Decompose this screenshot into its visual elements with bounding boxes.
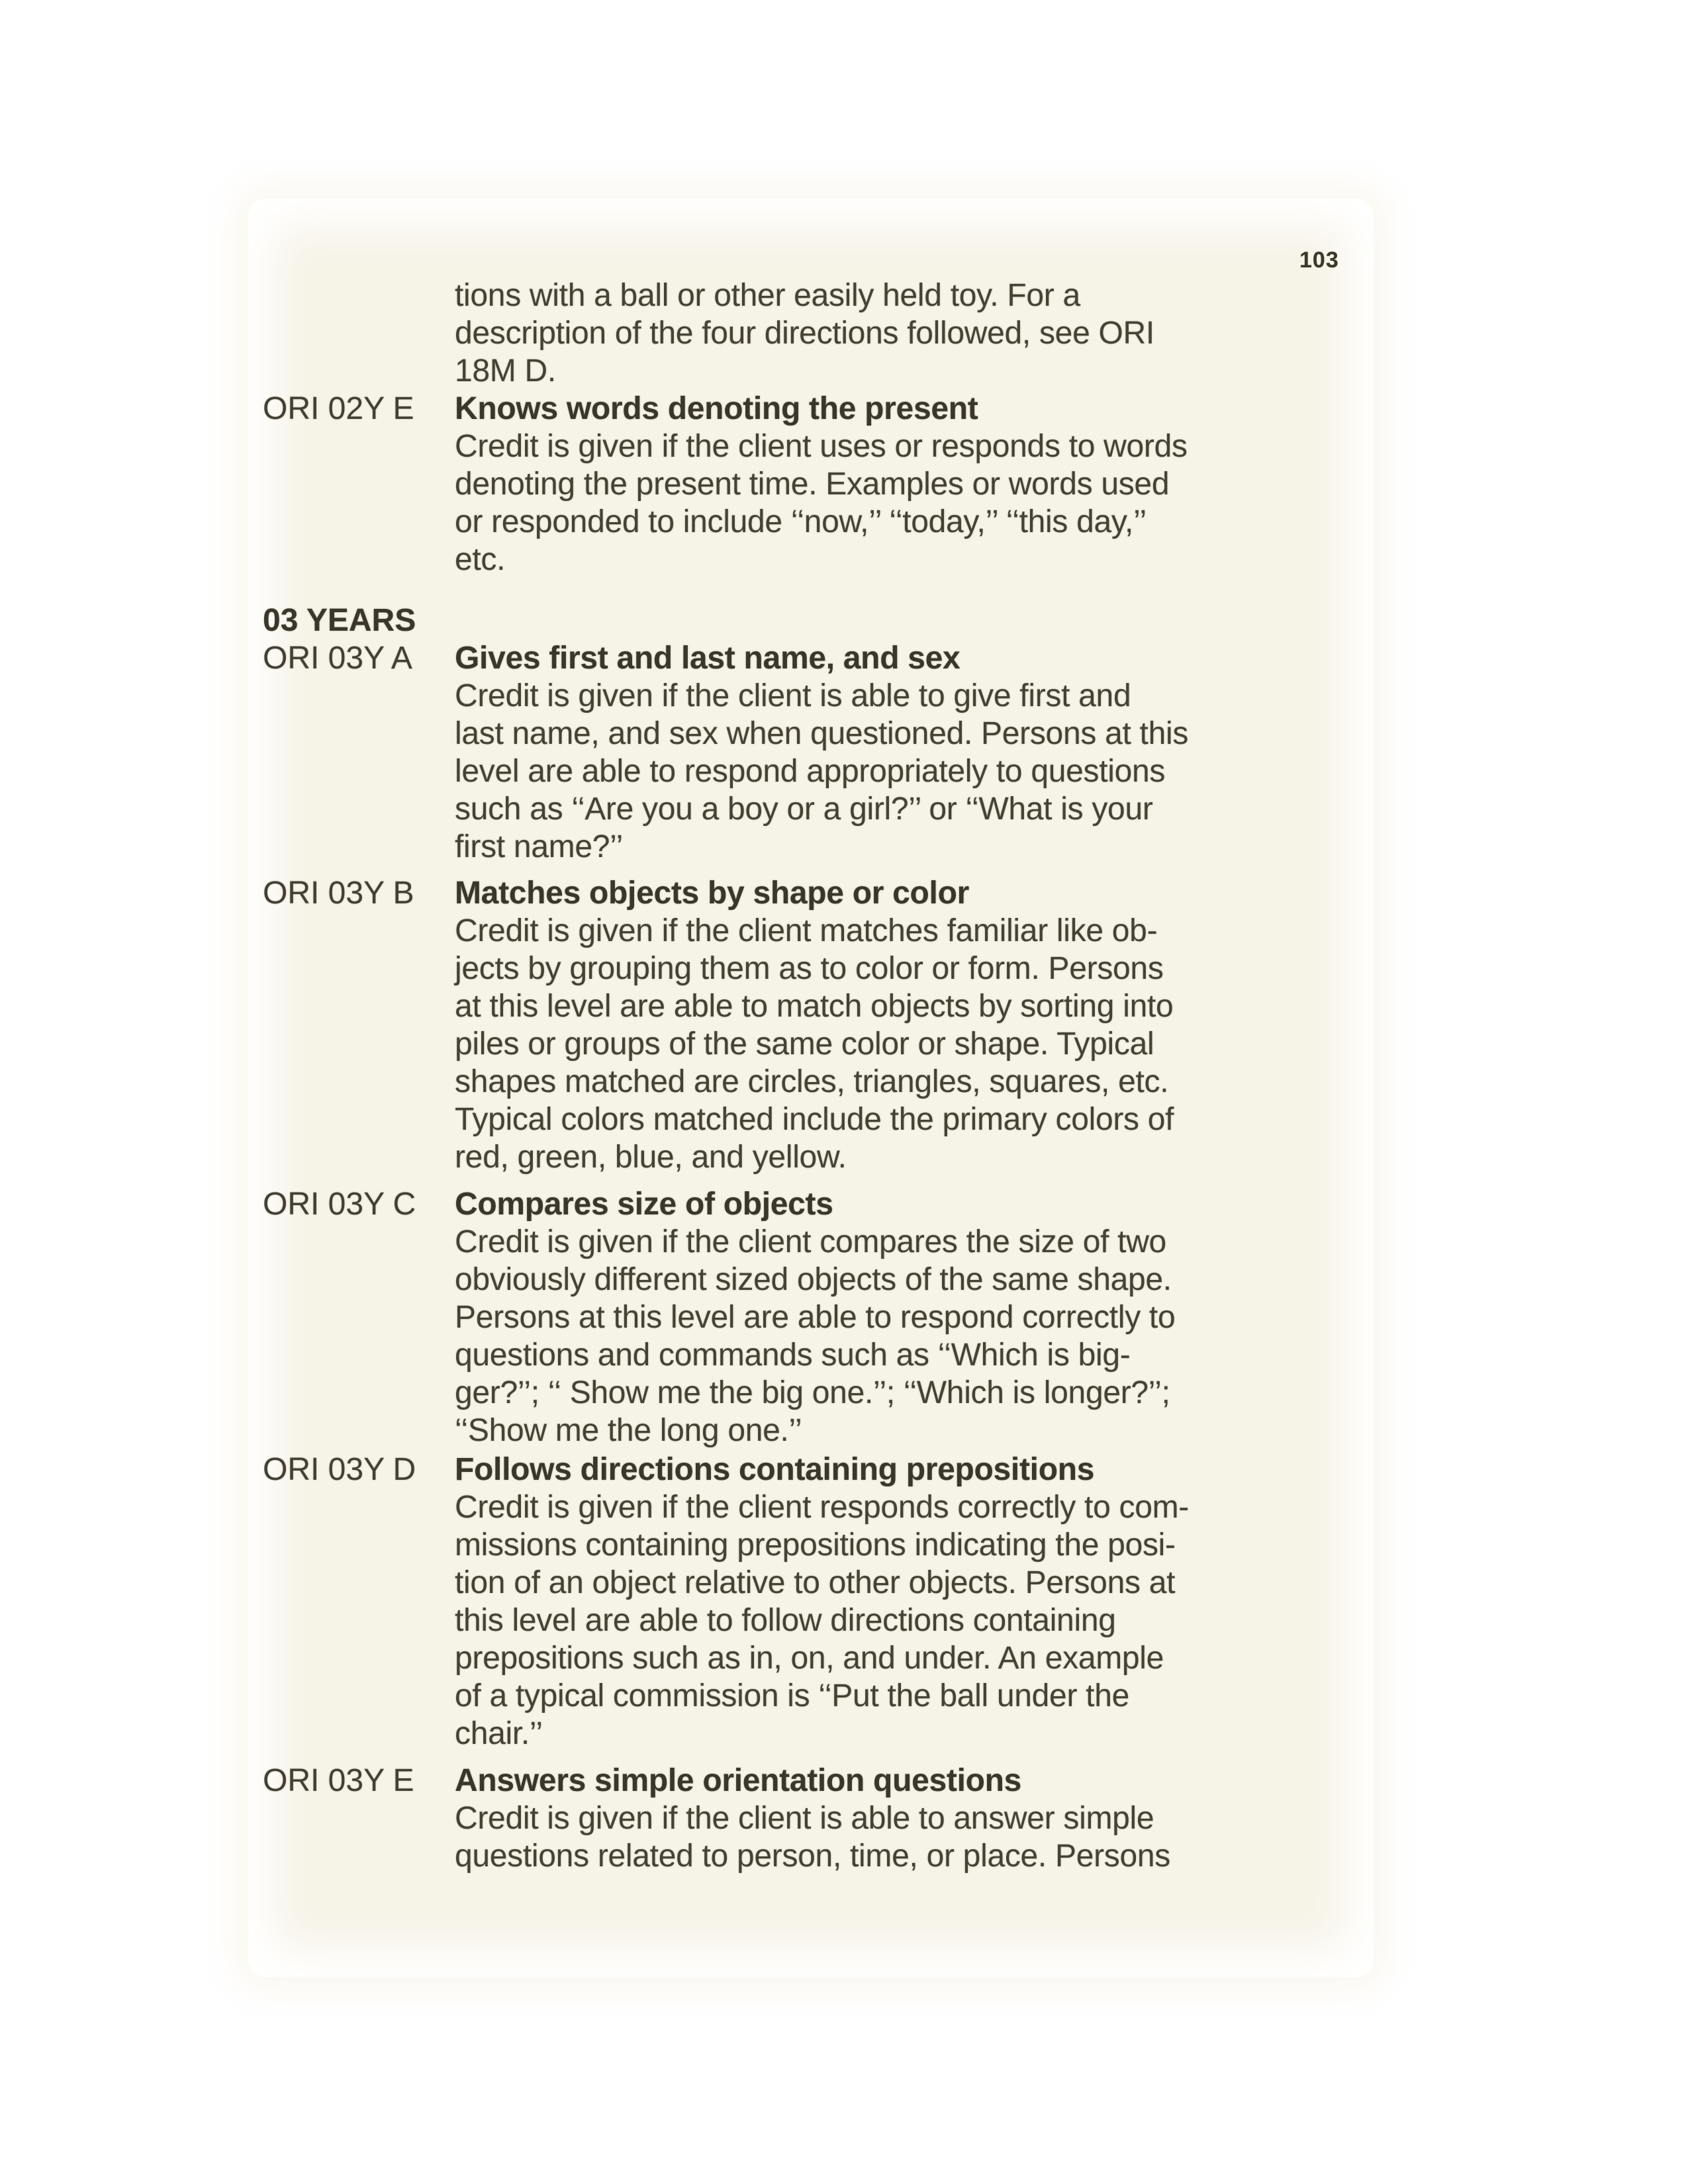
catalog-entry-ori-03y-c xyxy=(248,1185,1374,1449)
text-line: jects by grouping them as to color or form. Persons xyxy=(455,951,1164,986)
page-content xyxy=(248,277,1374,1875)
text-line: of a typical commission is ‘‘Put the ball under the xyxy=(455,1678,1129,1713)
item-title: Knows words denoting the present xyxy=(455,391,978,426)
text-line: shapes matched are circles, triangles, squares, etc. xyxy=(455,1064,1169,1099)
text-line: Persons at this level are able to respond correctly to xyxy=(455,1300,1176,1335)
item-title: Answers simple orientation questions xyxy=(455,1763,1022,1798)
text-line: questions and commands such as ‘‘Which is big- xyxy=(455,1338,1131,1373)
item-title: Matches objects by shape or color xyxy=(455,876,969,911)
catalog-entry-ori-03y-b xyxy=(248,874,1374,1176)
catalog-entry-ori-03y-d xyxy=(248,1451,1374,1752)
text-line: questions related to person, time, or place. Persons xyxy=(455,1839,1170,1874)
text-line: this level are able to follow directions containing xyxy=(455,1603,1116,1638)
text-line: denoting the present time. Examples or words used xyxy=(455,467,1170,502)
text-line: Typical colors matched include the primary colors of xyxy=(455,1102,1174,1137)
text-line: ger?’’; ‘‘ Show me the big one.’’; ‘‘Which is longer?’’; xyxy=(455,1375,1170,1410)
text-line: Credit is given if the client is able to give first and xyxy=(455,678,1131,713)
continuation-paragraph xyxy=(248,277,1374,390)
item-code: ORI 03Y B xyxy=(263,876,414,911)
text-line: last name, and sex when questioned. Persons at this xyxy=(455,716,1189,751)
catalog-entry-ori-03y-e xyxy=(248,1762,1374,1875)
item-title: Gives first and last name, and sex xyxy=(455,641,961,676)
text-line: Credit is given if the client compares the size of two xyxy=(455,1224,1166,1259)
catalog-entry-ori-02y-e xyxy=(248,390,1374,578)
text-line: at this level are able to match objects by sorting into xyxy=(455,989,1174,1024)
text-line: 18M D. xyxy=(455,353,556,388)
item-code: ORI 03Y A xyxy=(263,641,412,676)
text-line: level are able to respond appropriately to questions xyxy=(455,754,1166,789)
item-title: Compares size of objects xyxy=(455,1187,833,1222)
year-heading: 03 YEARS xyxy=(263,603,416,638)
text-line: Credit is given if the client uses or responds to words xyxy=(455,429,1188,464)
text-line: prepositions such as in, on, and under. An example xyxy=(455,1641,1164,1676)
item-code: ORI 03Y D xyxy=(263,1452,416,1487)
text-line: first name?’’ xyxy=(455,829,623,864)
item-code: ORI 03Y E xyxy=(263,1763,414,1798)
item-code: ORI 02Y E xyxy=(263,391,414,426)
item-code: ORI 03Y C xyxy=(263,1187,416,1222)
text-line: tions with a ball or other easily held toy. For a xyxy=(455,278,1080,313)
item-title: Follows directions containing prepositions xyxy=(455,1452,1095,1487)
catalog-entry-ori-03y-a xyxy=(248,639,1374,866)
text-line: Credit is given if the client matches familiar like ob- xyxy=(455,913,1158,948)
text-line: such as ‘‘Are you a boy or a girl?’’ or ‘‘What is your xyxy=(455,792,1153,827)
text-line: piles or groups of the same color or shape. Typical xyxy=(455,1026,1154,1062)
text-line: Credit is given if the client responds correctly to com- xyxy=(455,1490,1189,1525)
text-line: obviously different sized objects of the same shape. xyxy=(455,1262,1172,1297)
text-line: red, green, blue, and yellow. xyxy=(455,1140,847,1175)
paper-sheet xyxy=(248,199,1374,1977)
text-line: or responded to include ‘‘now,’’ ‘‘today,’’ ‘‘this day,’’ xyxy=(455,504,1147,539)
text-line: ‘‘Show me the long one.’’ xyxy=(455,1413,802,1448)
text-line: missions containing prepositions indicating the posi- xyxy=(455,1527,1176,1563)
text-line: chair.’’ xyxy=(455,1716,543,1751)
text-line: description of the four directions followed, see ORI xyxy=(455,316,1154,351)
page-number: 103 xyxy=(1299,248,1339,273)
text-line: Credit is given if the client is able to answer simple xyxy=(455,1801,1154,1836)
text-line: tion of an object relative to other objects. Persons at xyxy=(455,1565,1176,1600)
text-line: etc. xyxy=(455,542,506,577)
